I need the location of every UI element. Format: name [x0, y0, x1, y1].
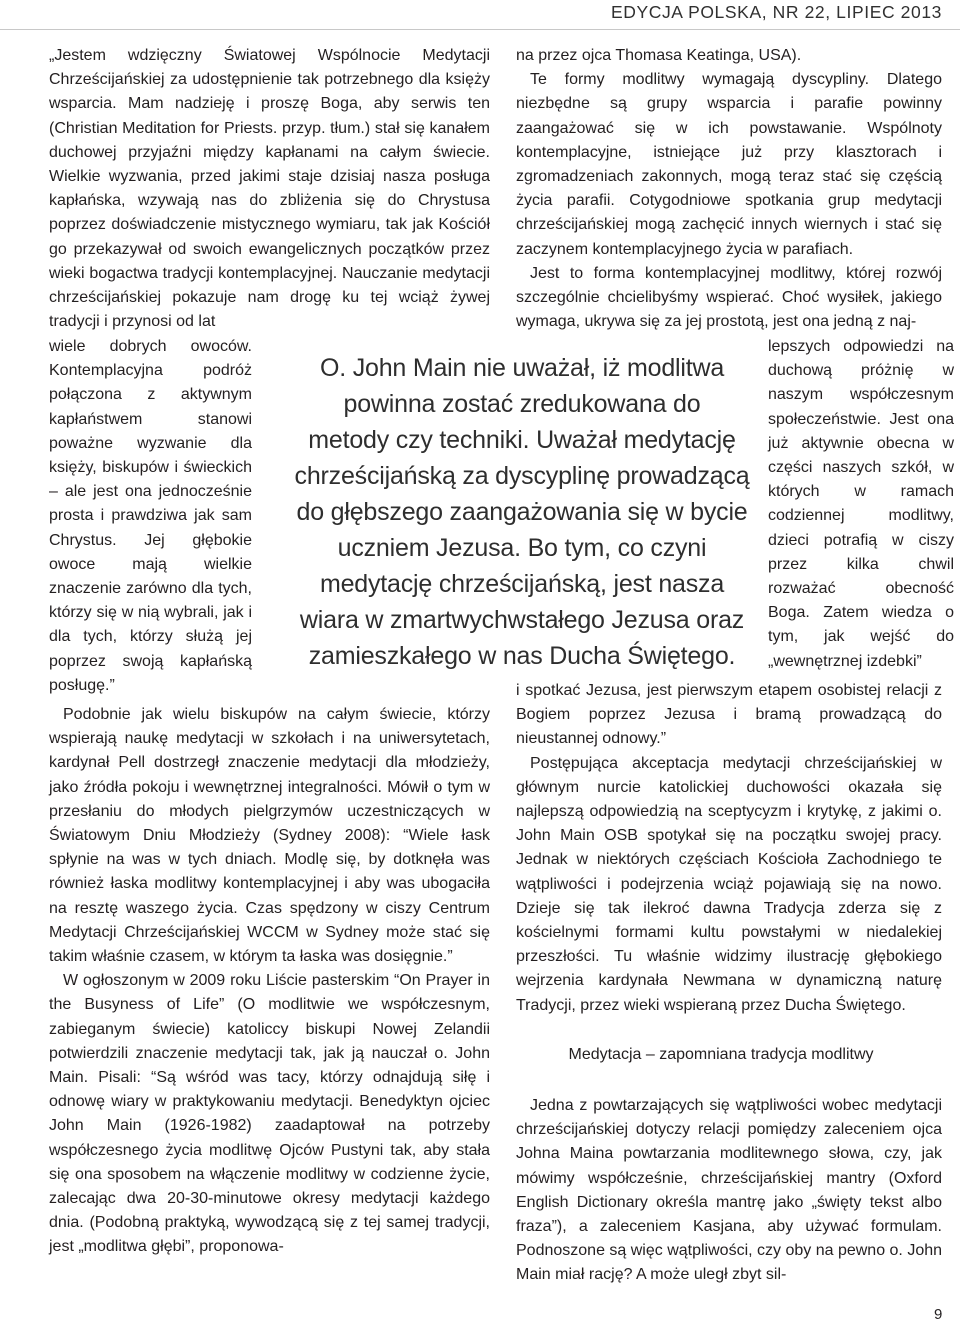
body-paragraph: Postępująca akceptacja medytacji chrześcijańskiej w głównym nurcie katolickiej duchowości okazała się najlepszą odpowiedzią na sceptycyzm i krytykę, z jakimi o. John Main OSB spotykał się na początku swojej pracy. Jednak w niektórych częściach Kościoła Zachodniego te wątpliwości i podejrzenia wciąż pojawiają się na nowo. Dzieje się tak ilekroć dawna Tradycja zderza się z kościelnymi formami kultu powstałymi w niedalekiej przeszłości. Tu właśnie widzimy ilustrację głębokiego wejrzenia kardynała Newmana w dynamiczną naturę Tradycji, przez wieki wspieraną przez Ducha Świętego. — [516, 754, 942, 1014]
pull-quote — [268, 350, 776, 674]
body-paragraph: na przez ojca Thomasa Keatinga, USA). — [516, 47, 802, 64]
page-number: 9 — [934, 1306, 943, 1323]
left-column-narrow — [49, 335, 252, 698]
pull-quote-line: wiara w zmartwychwstałego Jezusa oraz — [299, 606, 745, 634]
pull-quote-line: powinna zostać zredukowana do — [343, 390, 701, 418]
body-paragraph: W ogłoszonym w 2009 roku Liście pasterskim “On Prayer in the Busyness of Life” (O modlitwie we współczesnym, zabieganym świecie) katoliccy biskupi Nowej Zelandii potwierdzili znaczenie medytacji tak, jak ją nauczał o. John Main. Pisali: “Są wśród was tacy, którzy odnajdują siłę i odnowę wiary w praktykowaniu medytacji. Benedyktyn ojciec John Main (1926-1982) zaadaptował na potrzeby współczesnego życia modlitwę Ojców Pustyni tak, aby stała się ona sposobem na włączenie modlitwy w codzienne życie, zalecając dwa 20-30-minutowe okresy medytacji każdego dnia. (Podobną praktyką, wywodzącą się z tej samej tradycji, jest „modlitwa głębi”, proponowa- — [49, 972, 490, 1256]
right-column-top — [516, 44, 942, 334]
pull-quote-line: do głębszego zaangażowania się w bycie — [296, 498, 748, 526]
section-heading: Medytacja – zapomniana tradycja modlitwy — [568, 1046, 874, 1063]
pull-quote-line: zamieszkałego w nas Ducha Świętego. — [308, 642, 736, 670]
body-paragraph-continued: lepszych odpowiedzi na duchową próżnię w naszym współczesnym społeczeństwie. Jest ona już aktywnie obecna w części naszych szkół, w których w ramach codziennej modlitwy, dzieci potrafią w ciszy przez kilka chwil rozważać obecność Boga. Zatem wiedza o tym, jak wejść do „wewnętrznej izdebki” — [768, 338, 954, 670]
pull-quote-line: uczniem Jezusa. Bo tym, co czyni — [337, 534, 707, 562]
left-column-bottom — [49, 703, 490, 1260]
quote-paragraph-continued: wiele dobrych owoców. Kontemplacyjna podróż połączona z aktywnym kapłaństwem stanowi poważne wyzwanie dla księży, biskupów i świeckich – ale jest ona jednocześnie prosta i prawdziwa jak sam Chrystus. Jej głębokie owoce mają wielkie znaczenie zarówno dla tych, którzy się w nią wybrali, jak i dla tych, którzy służą jej poprzez swoją kapłańską posługę.” — [49, 338, 252, 694]
right-column-narrow — [768, 335, 954, 674]
right-column-end — [516, 1094, 942, 1288]
body-paragraph: Jest to forma kontemplacyjnej modlitwy, której rozwój szczególnie chcielibyśmy wspierać. Choć wysiłek, jakiego wymaga, ukrywa się za jej prostotą, jest ona jedną z naj- — [516, 264, 942, 331]
pull-quote-line: O. John Main nie uważał, iż modlitwa — [319, 354, 725, 382]
pull-quote-line: chrześcijańską za dyscyplinę prowadzącą — [294, 462, 750, 490]
body-paragraph: Te formy modlitwy wymagają dyscypliny. Dlatego niezbędne są grupy wsparcia i parafie powinny zaangażować się w ich powstawanie. Wspólnoty kontemplacyjne, istniejące już przy klasztorach i zgromadzeniach zakonnych, mogą teraz stać się częścią życia parafii. Cotygodniowe spotkania grup medytacji chrześcijańskiej mogą zachęcić innych wiernych i stać się zaczynem kontemplacyjnego życia w parafiach. — [516, 71, 942, 258]
right-column-bottom — [516, 679, 942, 1018]
edition-label: EDYCJA POLSKA, NR 22, LIPIEC 2013 — [610, 2, 942, 22]
quote-paragraph: „Jestem wdzięczny Światowej Wspólnocie Medytacji Chrześcijańskiej za udostępnienie tak potrzebnego dla księży wsparcia. Mam nadzieję i proszę Boga, aby serwis ten (Christian Meditation for Priests. przyp. tłum.) stał się kanałem duchowej przyjaźni między kapłanami na całym świecie. Wielkie wyzwania, przed jakimi staje dzisiaj nasza posługa kapłańska, wzywają nas do zbliżenia się do Chrystusa poprzez doświadczenie mistycznego wymiaru, tak jak Kościół go przekazywał od swoich ewangelicznych początków przez wieki bogactwa tradycji kontemplacyjnej. Nauczanie medytacji chrześcijańskiej pokazuje nam drogę ku tej wciąż żywej tradycji i przynosi od lat — [49, 47, 490, 331]
pull-quote-line: medytację chrześcijańską, jest nasza — [319, 570, 725, 598]
body-paragraph: Podobnie jak wielu biskupów na całym świecie, którzy wspierają naukę medytacji w szkołach i na uniwersytetach, kardynał Pell dostrzegł znaczenie medytacji dla młodzieży, jako źródła pokoju i wewnętrznej integralności. Mówił o tym w przesłaniu do młodych pielgrzymów uczestniczących w Światowym Dniu Młodzieży (Sydney 2008): “Wiele łask spłynie na was w tych dniach. Modlę się, by dotknęła was również łaska modlitwy kontemplacyjnej i aby was ubogaciła na resztę waszego życia. Czas spędzony w ciszy Centrum Medytacji Chrześcijańskiej WCCM w Sydney może stać się takim właśnie czasem, w którym ta łaska was dosięgnie.” — [49, 706, 490, 966]
pull-quote-line: metody czy techniki. Uważał medytację — [308, 426, 736, 454]
left-column-top — [49, 44, 490, 334]
page-header — [0, 0, 960, 30]
body-paragraph: i spotkać Jezusa, jest pierwszym etapem osobistej relacji z Bogiem poprzez Jezusa i bramą prowadzącą do nieustannej odnowy.” — [516, 682, 942, 748]
body-paragraph: Jedna z powtarzających się wątpliwości wobec medytacji chrześcijańskiej dotyczy relacji pomiędzy zaleceniem ojca Johna Maina powtarzania modlitewnego słowa, czy, jak mówimy współcześnie, chrześcijańskiej mantry (Oxford English Dictionary określa mantrę jako „święty tekst albo fraza”), a zaleceniem Kasjana, aby używać formulam. Podnoszone są więc wątpliwości, czy oby na pewno o. John Main miał rację? A może uległ zbyt sil- — [516, 1097, 943, 1284]
